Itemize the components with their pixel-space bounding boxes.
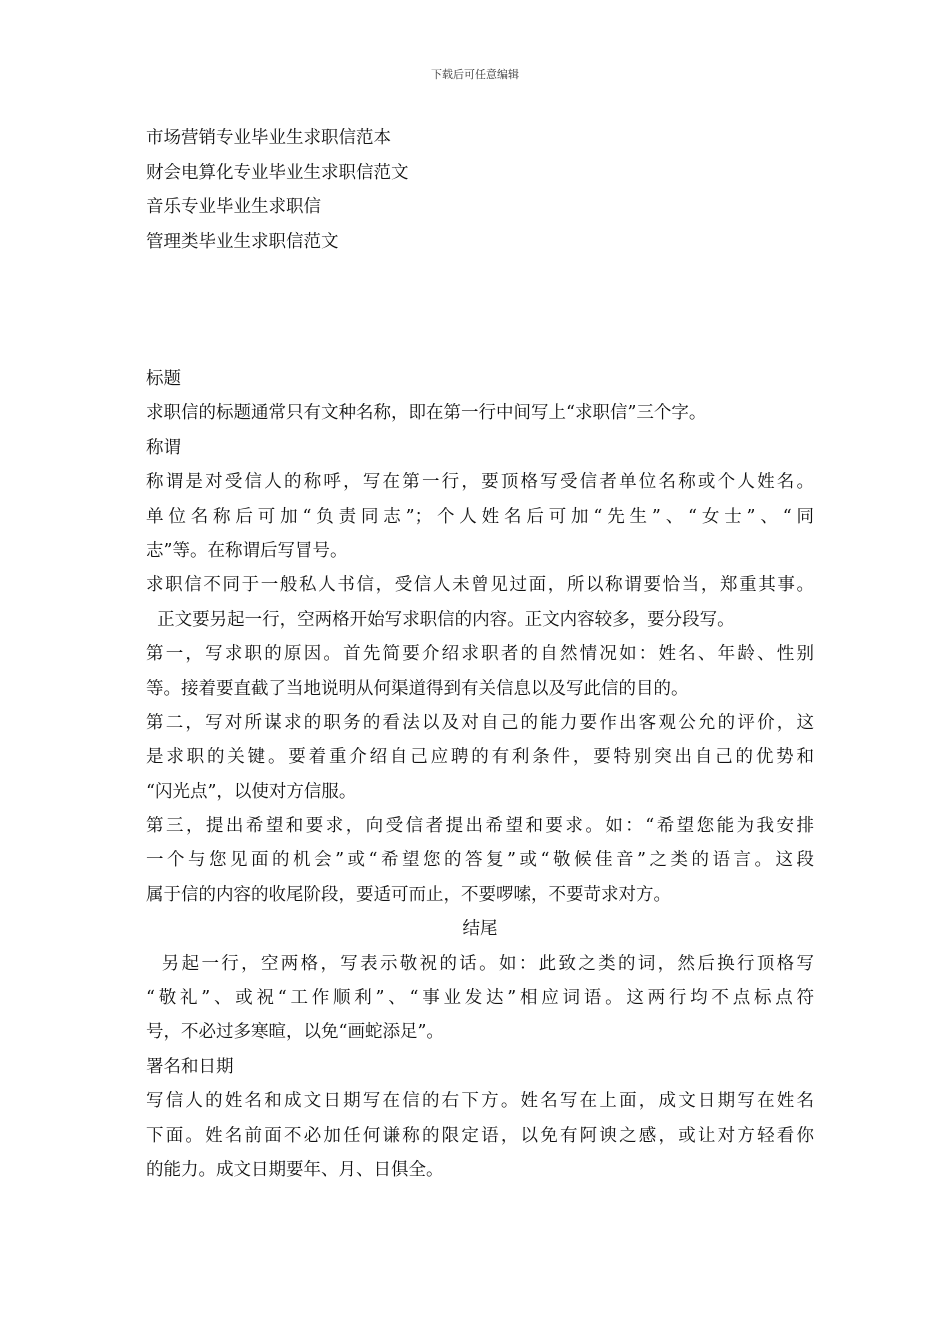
text-line: “敬礼”、或祝“工作顺利”、“事业发达”相应词语。这两行均不点标点符: [146, 988, 814, 1009]
related-link[interactable]: 管理类毕业生求职信范文: [146, 231, 339, 252]
text-line: 标题: [146, 369, 181, 389]
text-line: 等。接着要直截了当地说明从何渠道得到有关信息以及写此信的目的。: [146, 678, 689, 699]
text-line: 第一，写求职的原因。首先简要介绍求职者的自然情况如：姓名、年龄、性别: [146, 644, 814, 665]
page-header-note: 下载后可任意编辑: [431, 68, 519, 81]
text-line: 一个与您见面的机会”或“希望您的答复”或“敬候佳音”之类的语言。这段: [146, 850, 814, 871]
text-line: 结尾: [462, 919, 498, 940]
text-line: 署名和日期: [146, 1056, 234, 1077]
related-links: [146, 124, 409, 262]
text-line: 求职信不同于一般私人书信，受信人未曾见过面，所以称谓要恰当，郑重其事。: [146, 575, 814, 596]
text-line: 第二，写对所谋求的职务的看法以及对自己的能力要作出客观公允的评价，这: [146, 712, 814, 733]
text-line: 正文要另起一行，空两格开始写求职信的内容。正文内容较多，要分段写。: [146, 609, 735, 630]
text-line: 求职信的标题通常只有文种名称，即在第一行中间写上“求职信”三个字。: [146, 403, 707, 424]
text-line: 称谓: [146, 437, 181, 458]
document-body: [146, 364, 814, 1189]
text-line: 写信人的姓名和成文日期写在信的右下方。姓名写在上面，成文日期写在姓名: [146, 1091, 814, 1112]
text-line: 号，不必过多寒暄，以免“画蛇添足”。: [146, 1022, 444, 1043]
text-line: 属于信的内容的收尾阶段，要适可而止，不要啰嗦，不要苛求对方。: [146, 884, 671, 905]
text-line: “闪光点”，以使对方信服。: [146, 781, 357, 802]
text-line: 下面。姓名前面不必加任何谦称的限定语，以免有阿谀之感，或让对方轻看你: [146, 1125, 814, 1146]
text-line: 单位名称后可加“负责同志”；个人姓名后可加“先生”、“女士”、“同: [146, 506, 814, 527]
text-line: 的能力。成文日期要年、月、日俱全。: [146, 1159, 444, 1180]
related-link[interactable]: 财会电算化专业毕业生求职信范文: [146, 162, 409, 183]
text-line: 称谓是对受信人的称呼，写在第一行，要顶格写受信者单位名称或个人姓名。: [146, 472, 814, 493]
text-line: 志”等。在称谓后写冒号。: [146, 540, 348, 561]
related-link[interactable]: 市场营销专业毕业生求职信范本: [146, 128, 391, 148]
text-line: 是求职的关键。要着重介绍自己应聘的有利条件，要特别突出自己的优势和: [146, 747, 814, 768]
related-link[interactable]: 音乐专业毕业生求职信: [146, 197, 321, 217]
text-line: 另起一行，空两格，写表示敬祝的话。如：此致之类的词，然后换行顶格写: [146, 953, 814, 974]
text-line: 第三，提出希望和要求，向受信者提出希望和要求。如：“希望您能为我安排: [146, 816, 814, 837]
